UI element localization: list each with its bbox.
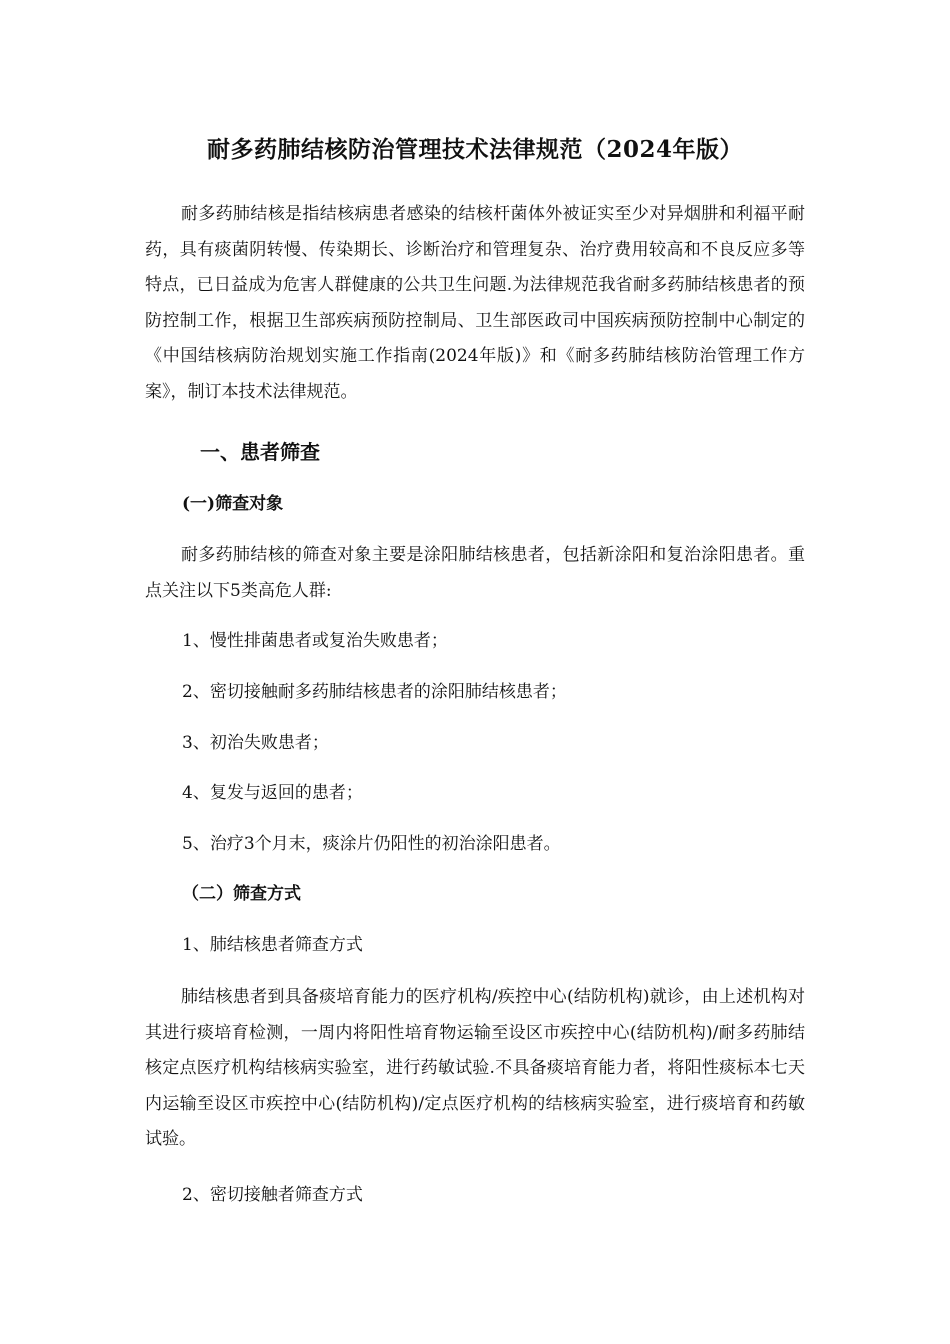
- method-heading-tb-patients: 1、肺结核患者筛查方式: [182, 935, 363, 955]
- section-heading-patient-screening: 一、患者筛查: [200, 440, 320, 464]
- method-tb-patients-paragraph: 肺结核患者到具备痰培育能力的医疗机构/疾控中心(结防机构)就诊，由上述机构对其进行痰培育检测，一周内将阳性培育物运输至设区市疾控中心(结防机构)/耐多药肺结核定点医疗机构结核病实验室，进行药敏试验.不具备痰培育能力者，将阳性痰标本七天内运输至设区市疾控中心(结防机构)/定点医疗机构的结核病实验室，进行痰培育和药敏试验。: [145, 987, 805, 1149]
- risk-group-item: 1、慢性排菌患者或复治失败患者；: [182, 631, 448, 651]
- intro-paragraph: 耐多药肺结核是指结核病患者感染的结核杆菌体外被证实至少对异烟肼和利福平耐药，具有痰菌阴转慢、传染期长、诊断治疗和管理复杂、治疗费用较高和不良反应多等特点，已日益成为危害人群健康的公共卫生问题.为法律规范我省耐多药肺结核患者的预防控制工作，根据卫生部疾病预防控制局、卫生部医政司中国疾病预防控制中心制定的《中国结核病防治规划实施工作指南(2024年版)》和《耐多药肺结核防治管理工作方案》，制订本技术法律规范。: [145, 204, 805, 402]
- subsection-heading-screening-methods: （二）筛查方式: [182, 884, 301, 904]
- subsection-heading-screening-targets: (一)筛查对象: [182, 494, 284, 514]
- method-heading-close-contacts: 2、密切接触者筛查方式: [182, 1185, 363, 1205]
- screening-targets-paragraph: 耐多药肺结核的筛查对象主要是涂阳肺结核患者，包括新涂阳和复治涂阳患者。重点关注以下5类高危人群:: [145, 545, 805, 601]
- risk-group-item: 3、初治失败患者；: [182, 733, 329, 753]
- document-title: 耐多药肺结核防治管理技术法律规范（2024年版）: [206, 136, 743, 163]
- risk-group-item: 5、治疗3个月末，痰涂片仍阳性的初治涂阳患者。: [182, 834, 561, 854]
- risk-group-item: 2、密切接触耐多药肺结核患者的涂阳肺结核患者；: [182, 682, 567, 702]
- risk-group-item: 4、复发与返回的患者；: [182, 783, 363, 803]
